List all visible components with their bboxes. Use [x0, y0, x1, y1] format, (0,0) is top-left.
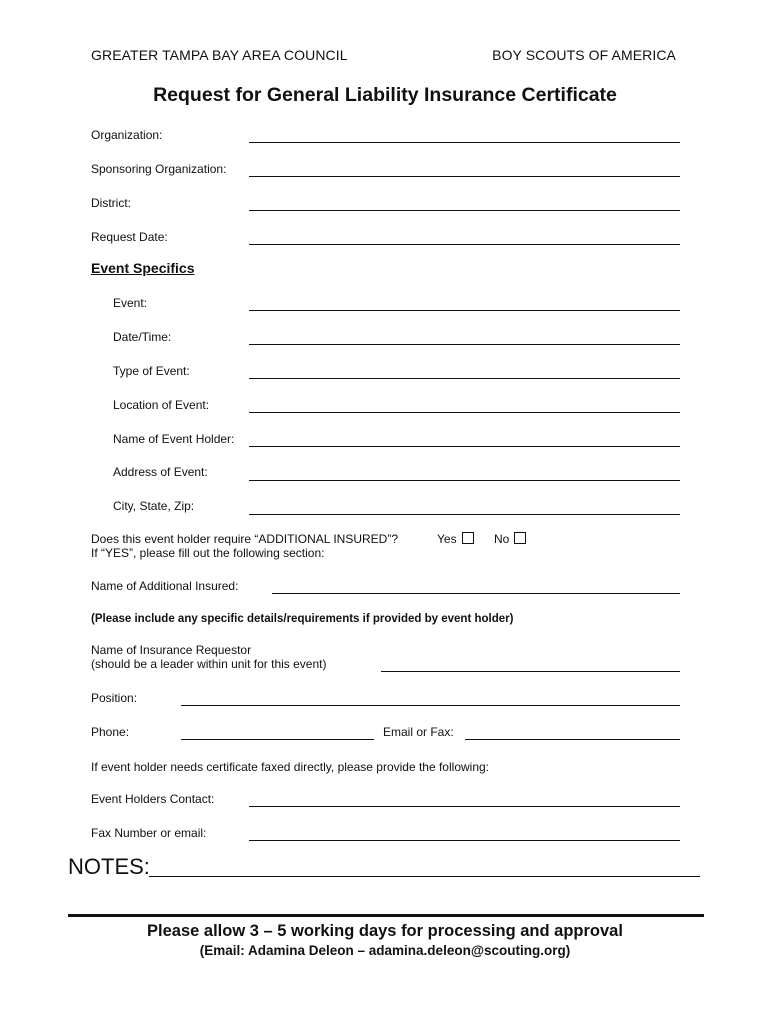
processing-notice: Please allow 3 – 5 working days for processing and approval	[147, 922, 623, 940]
event-holder-name-field[interactable]	[249, 446, 680, 447]
organization-field[interactable]	[249, 142, 680, 143]
sponsoring-organization-field[interactable]	[249, 176, 680, 177]
notes-field[interactable]	[149, 876, 700, 877]
city-state-zip-field[interactable]	[249, 514, 680, 515]
request-date-label: Request Date:	[91, 230, 168, 244]
organization-name: BOY SCOUTS OF AMERICA	[492, 47, 676, 63]
no-option[interactable]	[494, 532, 526, 546]
phone-label: Phone:	[91, 725, 130, 739]
additional-insured-question: Does this event holder require “ADDITIONAL INSURED”?	[91, 532, 398, 546]
event-address-label: Address of Event:	[113, 465, 208, 479]
date-time-label: Date/Time:	[113, 330, 172, 344]
event-holder-contact-label: Event Holders Contact:	[91, 792, 215, 806]
date-time-field[interactable]	[249, 344, 680, 345]
additional-insured-name-field[interactable]	[272, 593, 680, 594]
phone-field[interactable]	[181, 739, 374, 740]
fax-instruction: If event holder needs certificate faxed directly, please provide the following:	[91, 760, 490, 774]
location-of-event-field[interactable]	[249, 412, 680, 413]
details-note: (Please include any specific details/requirements if provided by event holder)	[91, 613, 514, 625]
request-date-field[interactable]	[249, 244, 680, 245]
fax-email-label: Fax Number or email:	[91, 826, 207, 840]
footer-divider	[68, 914, 704, 917]
location-of-event-label: Location of Event:	[113, 398, 210, 412]
district-field[interactable]	[249, 210, 680, 211]
fax-email-field[interactable]	[249, 840, 680, 841]
type-of-event-field[interactable]	[249, 378, 680, 379]
requestor-name-hint: (should be a leader within unit for this event)	[91, 657, 327, 671]
requestor-name-label: Name of Insurance Requestor	[91, 643, 252, 657]
additional-insured-name-label: Name of Additional Insured:	[91, 579, 239, 593]
yes-option[interactable]	[437, 532, 474, 546]
no-checkbox[interactable]	[514, 532, 526, 544]
event-label: Event:	[113, 296, 148, 310]
position-label: Position:	[91, 691, 138, 705]
form-title: Request for General Liability Insurance Certificate	[153, 84, 617, 106]
email-fax-label: Email or Fax:	[383, 725, 454, 739]
event-specifics-heading: Event Specifics	[91, 260, 195, 276]
city-state-zip-label: City, State, Zip:	[113, 499, 195, 513]
requestor-name-field[interactable]	[381, 671, 680, 672]
event-field[interactable]	[249, 310, 680, 311]
additional-insured-instruction: If “YES”, please fill out the following section:	[91, 546, 325, 560]
type-of-event-label: Type of Event:	[113, 364, 190, 378]
sponsoring-organization-label: Sponsoring Organization:	[91, 162, 227, 176]
yes-checkbox[interactable]	[462, 532, 474, 544]
council-name: GREATER TAMPA BAY AREA COUNCIL	[91, 47, 348, 63]
contact-notice: (Email: Adamina Deleon – adamina.deleon@scouting.org)	[199, 943, 571, 958]
district-label: District:	[91, 196, 131, 210]
email-fax-field[interactable]	[465, 739, 680, 740]
event-address-field[interactable]	[249, 480, 680, 481]
event-holder-contact-field[interactable]	[249, 806, 680, 807]
yes-label: Yes	[437, 532, 457, 546]
no-label: No	[494, 532, 510, 546]
position-field[interactable]	[181, 705, 680, 706]
organization-label: Organization:	[91, 128, 163, 142]
event-holder-name-label: Name of Event Holder:	[113, 432, 235, 446]
notes-label: NOTES:	[68, 854, 150, 879]
